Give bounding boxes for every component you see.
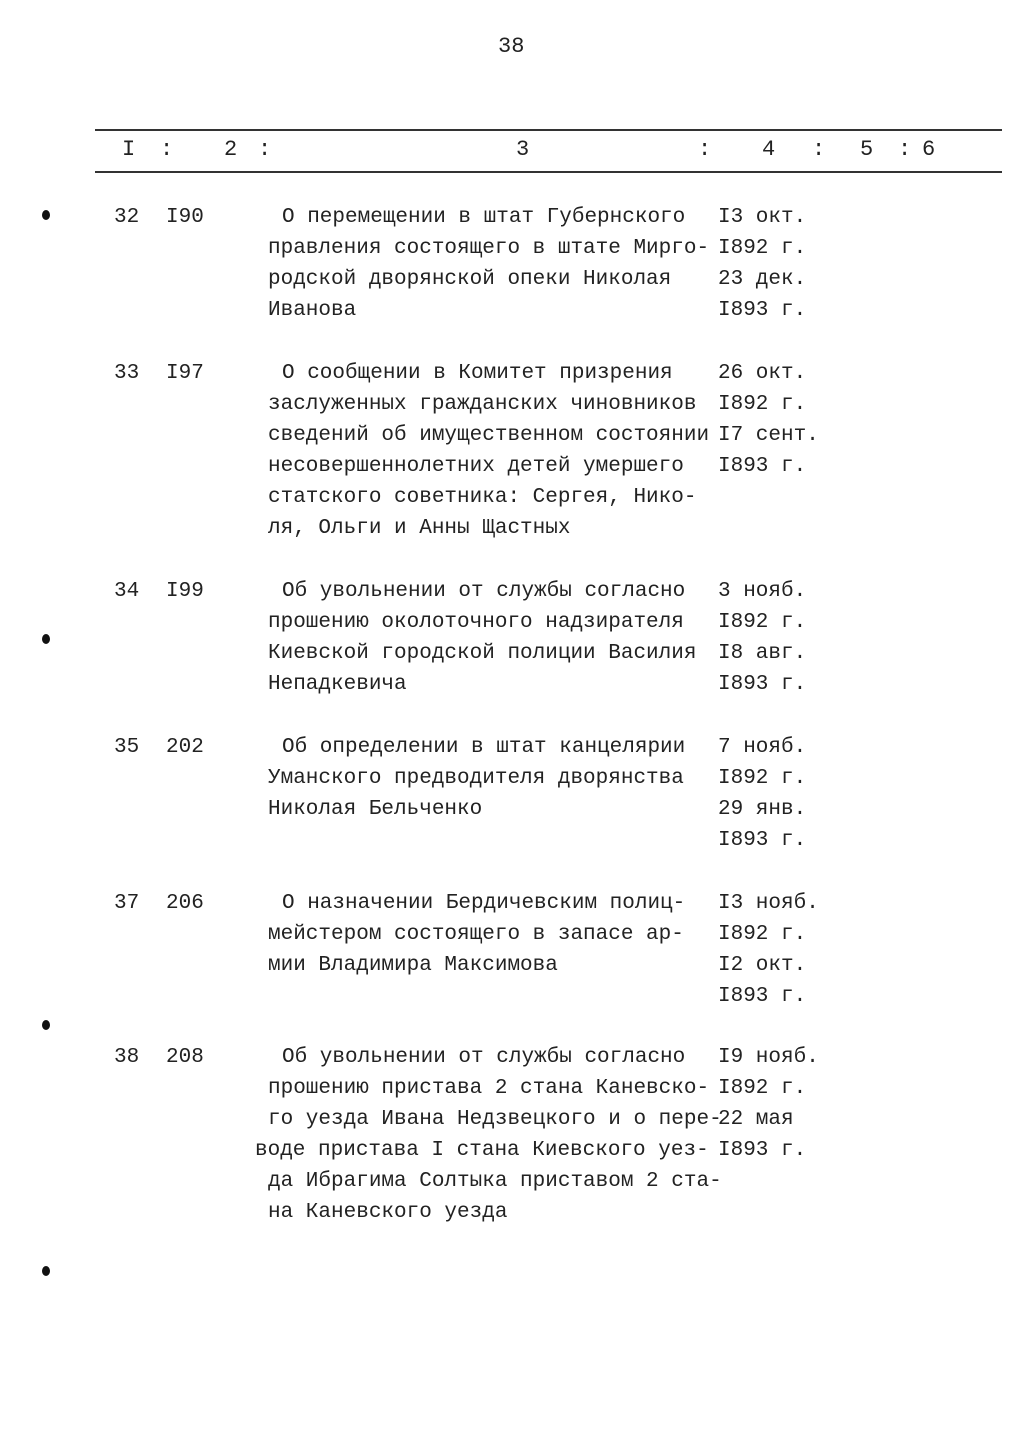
entry-description bbox=[268, 202, 709, 326]
header-col-1: I bbox=[122, 137, 136, 162]
date-line: 3 нояб. bbox=[718, 580, 807, 603]
entry-number: 38 bbox=[114, 1046, 140, 1069]
date-line: I893 г. bbox=[718, 455, 807, 478]
entry-description bbox=[268, 576, 696, 700]
page-number: 38 bbox=[498, 34, 525, 59]
description-line: го уезда Ивана Недзвецкого и о пере- bbox=[268, 1108, 722, 1131]
date-line: I893 г. bbox=[718, 829, 807, 852]
description-line: статского советника: Сергея, Нико- bbox=[268, 486, 697, 509]
date-line: 26 окт. bbox=[718, 362, 807, 385]
date-line: 7 нояб. bbox=[718, 736, 807, 759]
date-line: 23 дек. bbox=[718, 268, 807, 291]
date-line: I892 г. bbox=[718, 767, 807, 790]
entry-description bbox=[268, 888, 685, 981]
description-line: воде пристава I стана Киевского уез- bbox=[255, 1139, 709, 1162]
description-line: на Каневского уезда bbox=[268, 1201, 508, 1224]
date-line: I7 сент. bbox=[718, 424, 819, 447]
punch-hole-mark bbox=[42, 1266, 50, 1276]
entry-number: 32 bbox=[114, 206, 140, 229]
entry-number: 33 bbox=[114, 362, 140, 385]
header-sep: : bbox=[258, 137, 272, 162]
date-line: I8 авг. bbox=[718, 642, 807, 665]
archive-number: 208 bbox=[166, 1046, 204, 1069]
archive-number: I90 bbox=[166, 206, 204, 229]
date-line: I893 г. bbox=[718, 299, 807, 322]
entry-dates bbox=[718, 1042, 819, 1166]
description-line: Иванова bbox=[268, 299, 357, 322]
punch-hole-mark bbox=[42, 210, 50, 220]
archive-number: I97 bbox=[166, 362, 204, 385]
header-sep: : bbox=[698, 137, 712, 162]
entry-number: 35 bbox=[114, 736, 140, 759]
header-sep: : bbox=[898, 137, 912, 162]
description-line: Непадкевича bbox=[268, 673, 407, 696]
date-line: I892 г. bbox=[718, 237, 807, 260]
date-line: I3 нояб. bbox=[718, 892, 819, 915]
entry-description bbox=[268, 358, 709, 544]
description-line: да Ибрагима Солтыка приставом 2 ста- bbox=[268, 1170, 722, 1193]
header-sep: : bbox=[812, 137, 826, 162]
date-line: I892 г. bbox=[718, 611, 807, 634]
header-col-5: 5 bbox=[860, 137, 874, 162]
header-col-2: 2 bbox=[224, 137, 238, 162]
description-line: Об увольнении от службы согласно bbox=[282, 1046, 686, 1069]
entry-dates bbox=[718, 732, 806, 856]
punch-hole-mark bbox=[42, 1020, 50, 1030]
description-line: прошению околоточного надзирателя bbox=[268, 611, 684, 634]
archive-number: 206 bbox=[166, 892, 204, 915]
date-line: I9 нояб. bbox=[718, 1046, 819, 1069]
description-line: Об определении в штат канцелярии bbox=[282, 736, 686, 759]
description-line: мейстером состоящего в запасе ар- bbox=[268, 923, 684, 946]
date-line: I892 г. bbox=[718, 1077, 807, 1100]
entry-dates bbox=[718, 202, 806, 326]
entry-number: 37 bbox=[114, 892, 140, 915]
date-line: I893 г. bbox=[718, 673, 807, 696]
header-col-6: 6 bbox=[922, 137, 936, 162]
description-line: Уманского предводителя дворянства bbox=[268, 767, 684, 790]
date-line: I3 окт. bbox=[718, 206, 807, 229]
description-line: родской дворянской опеки Николая bbox=[268, 268, 672, 291]
description-line: сведений об имущественном состоянии bbox=[268, 424, 710, 447]
description-line: ля, Ольги и Анны Щастных bbox=[268, 517, 571, 540]
date-line: 22 мая bbox=[718, 1108, 794, 1131]
date-line: 29 янв. bbox=[718, 798, 807, 821]
date-line: I892 г. bbox=[718, 393, 807, 416]
description-line: мии Владимира Максимова bbox=[268, 954, 558, 977]
date-line: I892 г. bbox=[718, 923, 807, 946]
description-line: прошению пристава 2 стана Каневско- bbox=[268, 1077, 710, 1100]
description-line: несовершеннолетних детей умершего bbox=[268, 455, 684, 478]
entry-description bbox=[255, 1042, 722, 1228]
description-line: правления состоящего в штате Мирго- bbox=[268, 237, 710, 260]
description-line: О перемещении в штат Губернского bbox=[282, 206, 686, 229]
date-line: I893 г. bbox=[718, 985, 807, 1008]
table-header-top-rule bbox=[95, 129, 1002, 131]
header-col-3: 3 bbox=[516, 137, 530, 162]
description-line: Об увольнении от службы согласно bbox=[282, 580, 686, 603]
archive-number: I99 bbox=[166, 580, 204, 603]
description-line: О сообщении в Комитет призрения bbox=[282, 362, 673, 385]
header-col-4: 4 bbox=[762, 137, 776, 162]
entry-number: 34 bbox=[114, 580, 140, 603]
entry-dates bbox=[718, 576, 806, 700]
entry-description bbox=[268, 732, 685, 825]
description-line: Киевской городской полиции Василия bbox=[268, 642, 697, 665]
entry-dates bbox=[718, 358, 819, 482]
header-sep: : bbox=[160, 137, 174, 162]
entry-dates bbox=[718, 888, 819, 1012]
archive-number: 202 bbox=[166, 736, 204, 759]
description-line: О назначении Бердичевским полиц- bbox=[282, 892, 686, 915]
date-line: I2 окт. bbox=[718, 954, 807, 977]
table-header-bottom-rule bbox=[95, 171, 1002, 173]
description-line: Николая Бельченко bbox=[268, 798, 483, 821]
date-line: I893 г. bbox=[718, 1139, 807, 1162]
punch-hole-mark bbox=[42, 634, 50, 644]
description-line: заслуженных гражданских чиновников bbox=[268, 393, 697, 416]
